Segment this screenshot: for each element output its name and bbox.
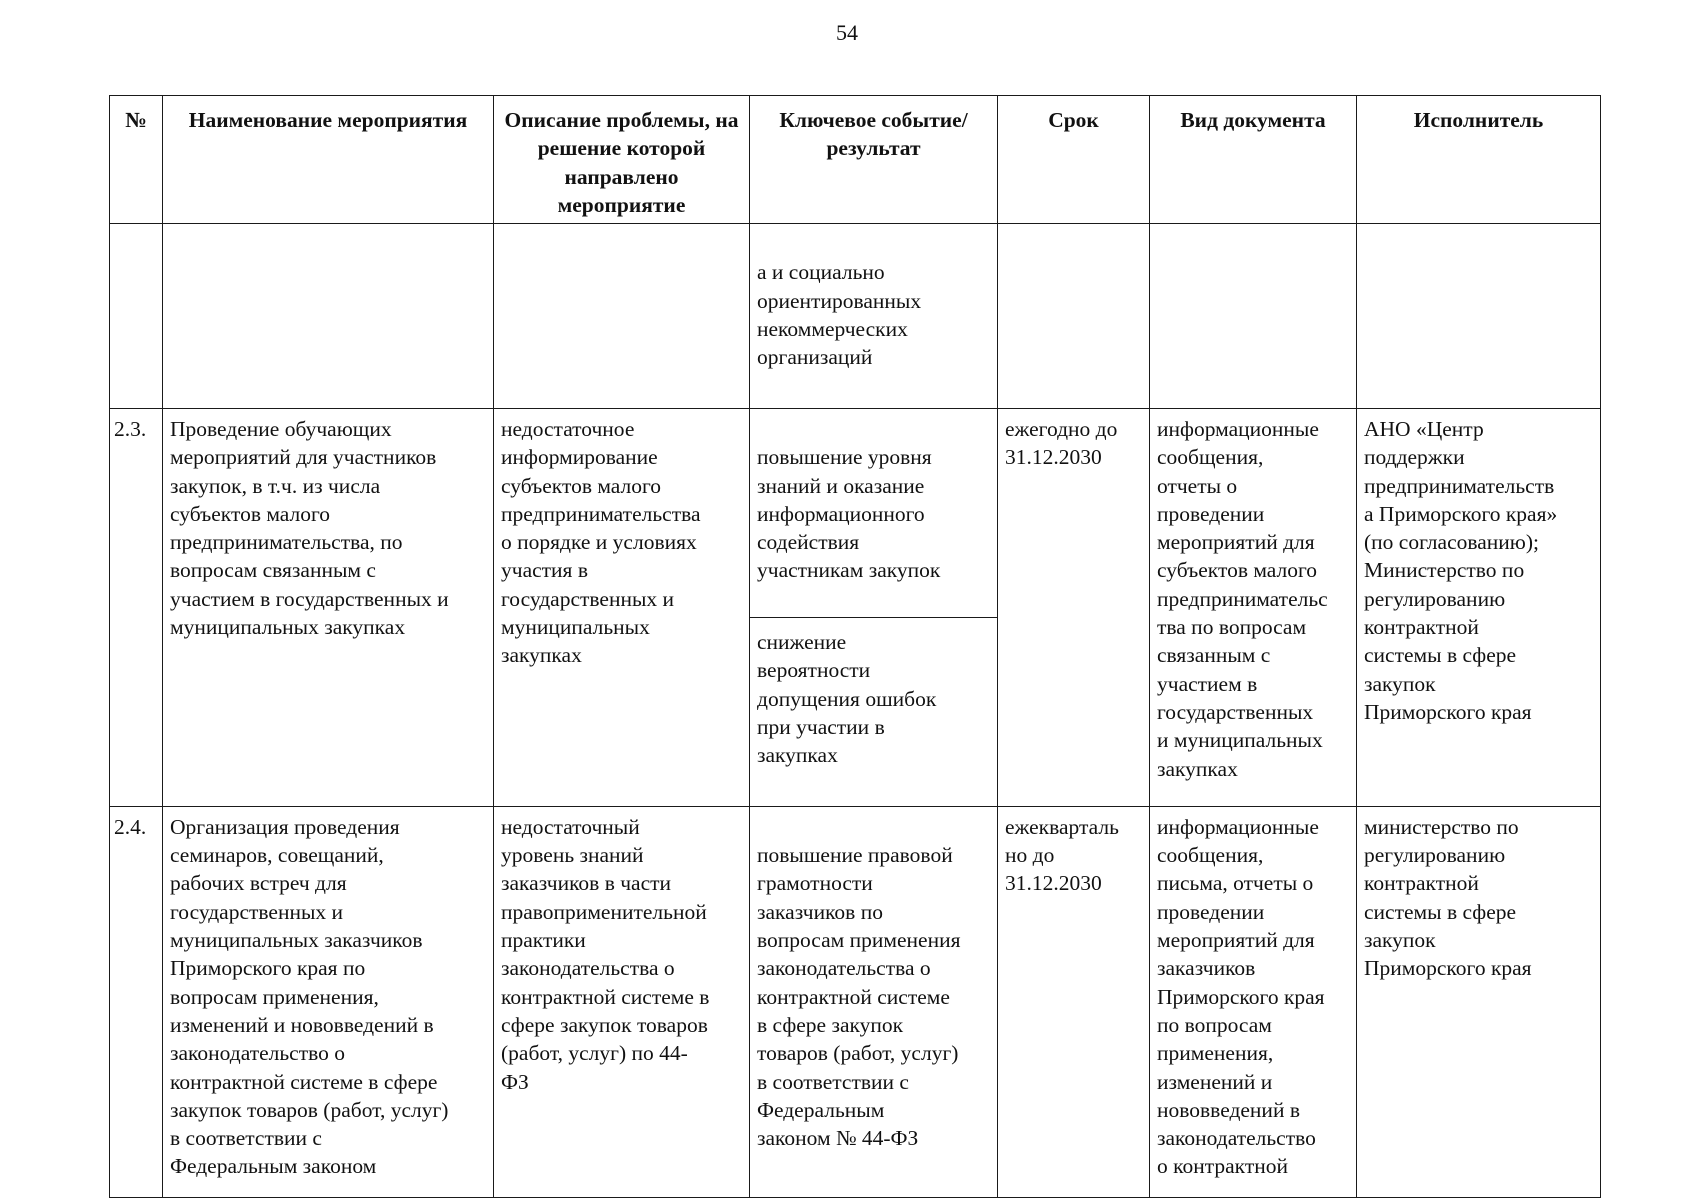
- measures-table: [109, 95, 1601, 1198]
- header-result: Ключевое событие/результат: [750, 96, 998, 224]
- header-problem: Описание проблемы, на решение которой направлено мероприятие: [494, 96, 750, 224]
- cell-executor: [1357, 224, 1601, 409]
- cell-deadline: ежекварталь но до 31.12.2030: [998, 806, 1150, 1197]
- table-row: [110, 224, 1601, 409]
- cell-problem: недостаточный уровень знаний заказчиков в части правоприменительной практики законодательства о контрактной системе в сфере закупок товаров (работ, услуг) по 44- ФЗ: [494, 806, 750, 1197]
- result-item: повышение правовой грамотности заказчиков по вопросам применения законодательства о контрактной системе в сфере закупок товаров (работ, услуг) в соответствии с Федеральным законом № 44-ФЗ: [757, 843, 961, 1151]
- cell-result: [750, 806, 998, 1197]
- cell-num: [110, 224, 163, 409]
- cell-name: Проведение обучающих мероприятий для участников закупок, в т.ч. из числа субъектов малого предпринимательства, по вопросам связанным с участием в государственных и муниципальных закупках: [163, 408, 494, 806]
- table-row: [110, 408, 1601, 806]
- header-doc-type: Вид документа: [1150, 96, 1357, 224]
- header-row: [110, 96, 1601, 224]
- cell-result: [750, 224, 998, 409]
- cell-name: Организация проведения семинаров, совещаний, рабочих встреч для государственных и муниципальных заказчиков Приморского края по вопросам применения, изменений и нововведений в законодательство о контрактной системе в сфере закупок товаров (работ, услуг) в соответствии с Федеральным законом: [163, 806, 494, 1197]
- cell-num: 2.4.: [110, 806, 163, 1197]
- header-name: Наименование мероприятия: [163, 96, 494, 224]
- cell-num: 2.3.: [110, 408, 163, 806]
- result-item: а и социально ориентированных некоммерческих организаций: [757, 260, 922, 370]
- cell-doc-type: [1150, 224, 1357, 409]
- header-deadline: Срок: [998, 96, 1150, 224]
- cell-doc-type: информационные сообщения, письма, отчеты о проведении мероприятий для заказчиков Приморского края по вопросам применения, изменений и нововведений в законодательство о контрактной: [1150, 806, 1357, 1197]
- cell-executor: АНО «Центр поддержки предпринимательств а Приморского края» (по согласованию); Министерство по регулированию контрактной системы в сфере закупок Приморского края: [1357, 408, 1601, 806]
- cell-deadline: ежегодно до 31.12.2030: [998, 408, 1150, 806]
- cell-problem: недостаточное информирование субъектов малого предпринимательства о порядке и условиях участия в государственных и муниципальных закупках: [494, 408, 750, 806]
- cell-name: [163, 224, 494, 409]
- result-item: повышение уровня знаний и оказание информационного содействия участникам закупок: [757, 445, 941, 583]
- table-row: [110, 806, 1601, 1197]
- cell-result: [750, 408, 998, 806]
- result-item: снижение вероятности допущения ошибок при участии в закупках: [750, 617, 997, 773]
- cell-executor: министерство по регулированию контрактной системы в сфере закупок Приморского края: [1357, 806, 1601, 1197]
- header-num: №: [110, 96, 163, 224]
- header-executor: Исполнитель: [1357, 96, 1601, 224]
- cell-problem: [494, 224, 750, 409]
- page-number: 54: [836, 20, 858, 45]
- cell-doc-type: информационные сообщения, отчеты о проведении мероприятий для субъектов малого предпринимательс тва по вопросам связанным с участием в государственных и муниципальных закупках: [1150, 408, 1357, 806]
- cell-deadline: [998, 224, 1150, 409]
